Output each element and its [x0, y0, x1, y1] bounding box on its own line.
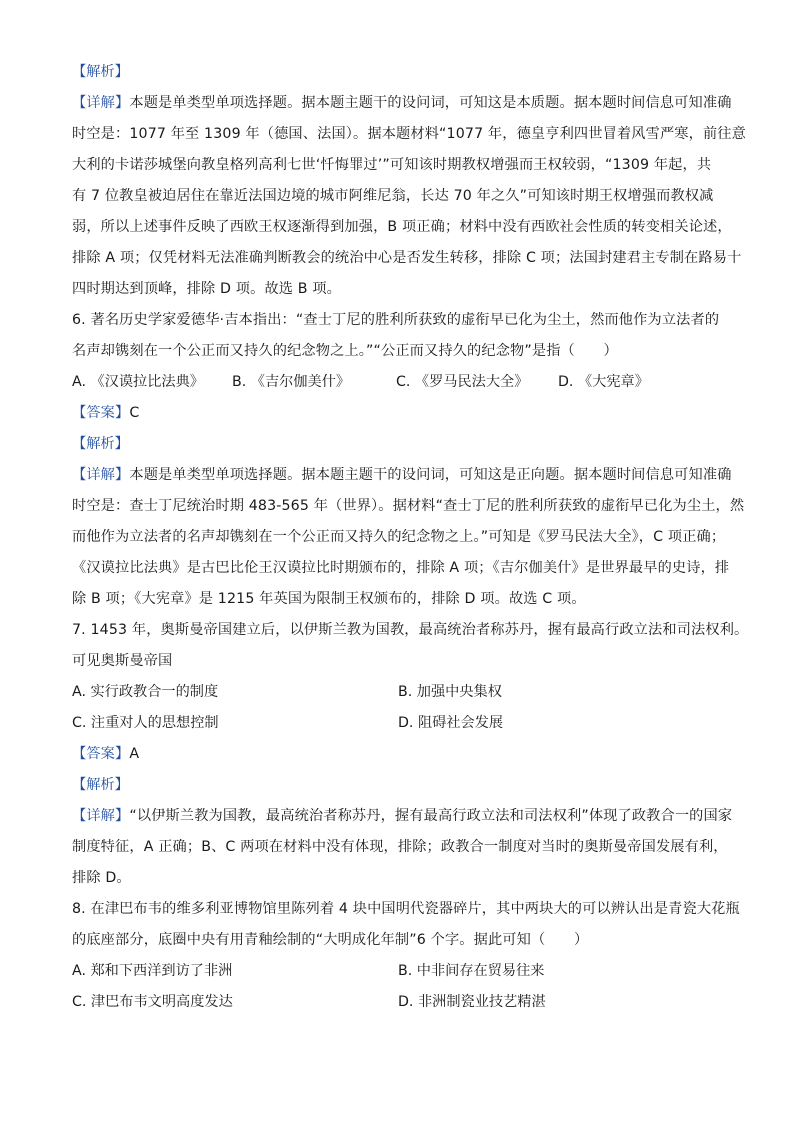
detail-line: 而他作为立法者的名声却镌刻在一个公正而又持久的纪念物之上。”可知是《罗马民法大全》，C 项正确； [72, 529, 726, 545]
option-c: C. 《罗马民法大全》 [396, 374, 529, 390]
answer-label: 【答案】 [72, 746, 130, 762]
detail-label: 【详解】 [72, 808, 130, 824]
detail-line: 时空是：查士丁尼统治时期 483-565 年（世界）。据材料“查士丁尼的胜利所获致的虚衔早已化为尘土，然 [72, 498, 745, 514]
document-page [72, 62, 749, 1023]
question-6-stem: 6. 著名历史学家爱德华·吉本指出：“查士丁尼的胜利所获致的虚衔早已化为尘土，然而他作为立法者的 [72, 312, 720, 328]
detail-line: 弱，所以上述事件反映了西欧王权逐渐得到加强，B 项正确；材料中没有西欧社会性质的转变相关论述， [72, 219, 732, 235]
detail-label: 【详解】 [72, 467, 130, 483]
detail-line: 【详解】本题是单类型单项选择题。据本题主题干的设问词，可知这是正向题。据本题时间信息可知准确 [72, 467, 732, 483]
detail-line: 制度特征，A 正确；B、C 两项在材料中没有体现，排除；政教合一制度对当时的奥斯曼帝国发展有利， [72, 839, 728, 855]
detail-line: 大利的卡诺莎城堡向教皇格列高利七世‘忏悔罪过’”可知该时期教权增强而王权较弱，“1309 年起，共 [72, 157, 712, 173]
detail-line: 《汉谟拉比法典》是古巴比伦王汉谟拉比时期颁布的，排除 A 项；《吉尔伽美什》是世界最早的史诗，排 [72, 560, 730, 576]
question-8-stem: 的底座部分，底圈中央有用青釉绘制的“大明成化年制”6 个字。据此可知（ ） [72, 932, 589, 948]
option-b: B. 中非间存在贸易往来 [398, 963, 545, 979]
option-b: B. 《吉尔伽美什》 [232, 374, 351, 390]
question-8-options-row2 [72, 992, 724, 1023]
option-a: A. 郑和下西洋到访了非洲 [72, 963, 233, 979]
detail-line: 排除 A 项；仅凭材料无法准确判断教会的统治中心是否发生转移，排除 C 项；法国封建君主专制在路易十 [72, 250, 742, 266]
question-7-stem: 7. 1453 年，奥斯曼帝国建立后，以伊斯兰教为国教，最高统治者称苏丹，握有最高行政立法和司法权利。 [72, 622, 749, 638]
question-8-options-row1 [72, 961, 724, 992]
option-d: D. 《大宪章》 [558, 374, 649, 390]
option-d: D. 非洲制瓷业技艺精湛 [398, 994, 546, 1010]
detail-label: 【详解】 [72, 95, 130, 111]
analysis-label: 【解析】 [72, 777, 129, 793]
answer-label: 【答案】 [72, 405, 130, 421]
option-c: C. 津巴布韦文明高度发达 [72, 994, 233, 1010]
detail-line: 排除 D。 [72, 870, 131, 886]
option-b: B. 加强中央集权 [398, 684, 502, 700]
answer-value: C [129, 405, 140, 421]
detail-line: 时空是：1077 年至 1309 年（德国、法国）。据本题材料“1077 年，德皇亨利四世冒着风雪严寒，前往意 [72, 126, 746, 142]
detail-line: 有 7 位教皇被迫居住在靠近法国边境的城市阿维尼翁，长达 70 年之久”可知该时期王权增强而教权减 [72, 188, 714, 204]
option-d: D. 阻碍社会发展 [398, 715, 504, 731]
question-7-stem: 可见奥斯曼帝国 [72, 653, 173, 669]
analysis-label: 【解析】 [72, 64, 129, 80]
option-c: C. 注重对人的思想控制 [72, 715, 219, 731]
detail-line: 四时期达到顶峰，排除 D 项。故选 B 项。 [72, 281, 341, 297]
question-6-options [72, 372, 724, 403]
question-6-stem: 名声却镌刻在一个公正而又持久的纪念物之上。”“公正而又持久的纪念物”是指（ ） [72, 343, 618, 359]
question-7-options-row1 [72, 682, 724, 713]
answer-line [72, 403, 724, 434]
detail-line: 【详解】“以伊斯兰教为国教，最高统治者称苏丹，握有最高行政立法和司法权利”体现了政教合一的国家 [72, 808, 733, 824]
question-7-options-row2 [72, 713, 724, 744]
detail-line: 【详解】本题是单类型单项选择题。据本题主题干的设问词，可知这是本质题。据本题时间信息可知准确 [72, 95, 732, 111]
answer-line [72, 744, 724, 775]
analysis-label: 【解析】 [72, 436, 129, 452]
question-8-stem: 8. 在津巴布韦的维多利亚博物馆里陈列着 4 块中国明代瓷器碎片，其中两块大的可以辨认出是青瓷大花瓶 [72, 901, 740, 917]
answer-value: A [129, 746, 140, 762]
option-a: A. 《汉谟拉比法典》 [72, 374, 204, 390]
option-a: A. 实行政教合一的制度 [72, 684, 219, 700]
detail-line: 除 B 项；《大宪章》是 1215 年英国为限制王权颁布的，排除 D 项。故选 C 项。 [72, 591, 586, 607]
